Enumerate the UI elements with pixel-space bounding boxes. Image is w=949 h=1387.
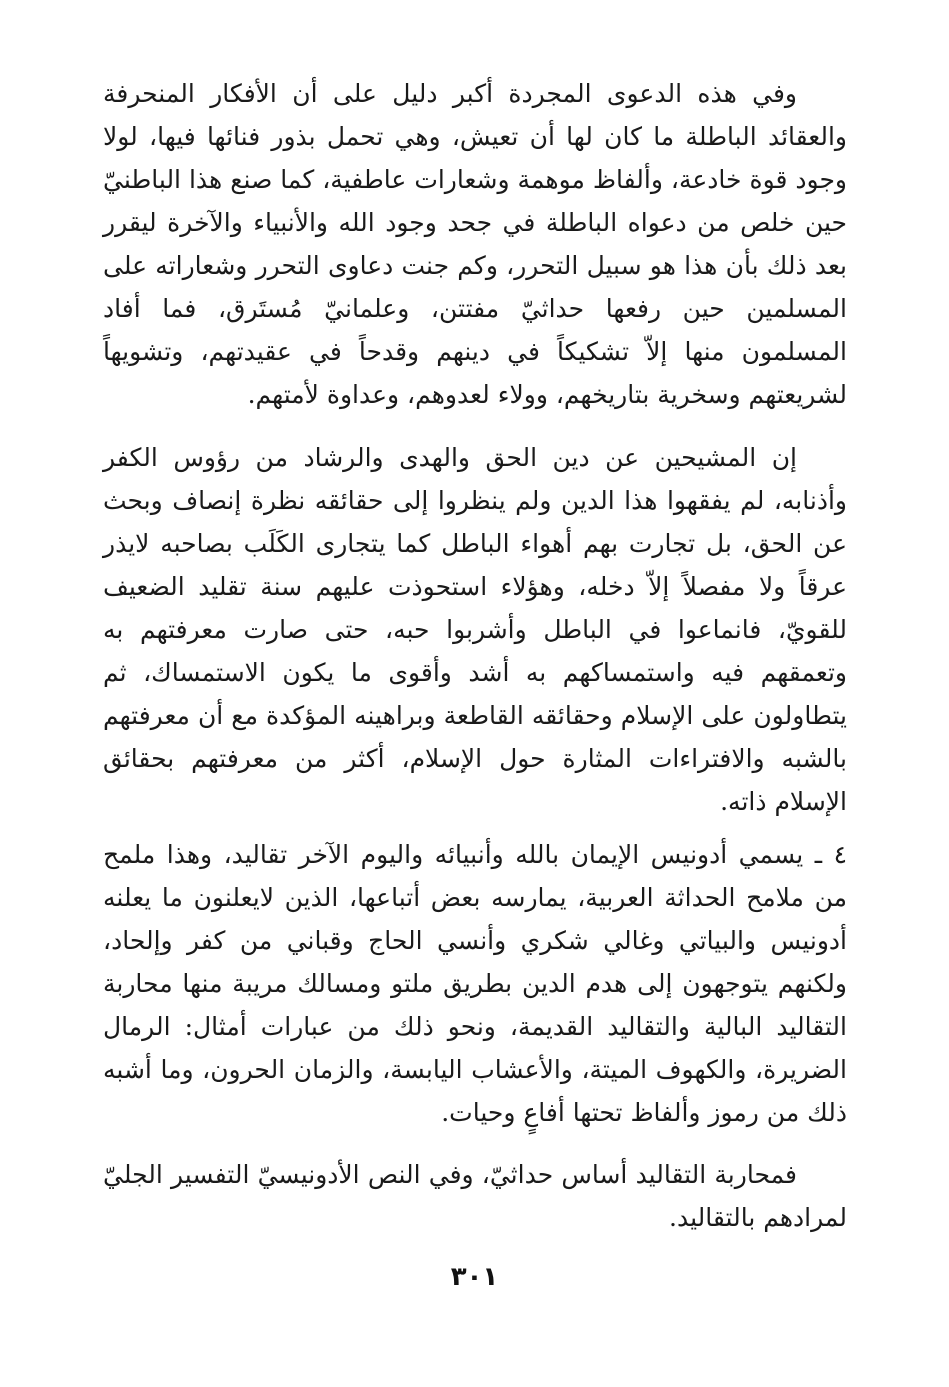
paragraph-3: ٤ ـ يسمي أدونيس الإيمان بالله وأنبيائه واليوم الآخر تقاليد، وهذا ملمح من ملامح الحداثة العربية، يمارسه بعض أتباعها، الذين لايعلنون ما يعلنه أدونيس والبياتي وغالي شكري وأنسي الحاج وقباني من كفر وإلحاد، ولكنهم يتوجهون إلى هدم الدين بطريق ملتو ومسالك مريبة منها محاربة التقاليد البالية والتقاليد القديمة، ونحو ذلك من عبارات أمثال: الرمال الضريرة، والكهوف الميتة، والأعشاب اليابسة، والزمان الحرون، وما أشبه ذلك من رموز وألفاظ تحتها أفاعٍ وحيات. [103, 840, 847, 1127]
page-number: ٣٠١ [450, 1262, 499, 1292]
paragraph-4: فمحاربة التقاليد أساس حداثيّ، وفي النص الأدونيسيّ التفسير الجليّ لمرادهم بالتقاليد. [103, 1160, 847, 1232]
paragraph-2: إن المشيحين عن دين الحق والهدى والرشاد من رؤوس الكفر وأذنابه، لم يفقهوا هذا الدين ولم ينظروا إلى حقائقه نظرة إنصاف وبحث عن الحق، بل تجارت بهم أهواء الباطل كما يتجارى الكَلَب بصاحبه لايذر عرقاً ولا مفصلاً إلاّ دخله، وهؤلاء استحوذت عليهم سنة تقليد الضعيف للقويّ، فانماعوا في الباطل وأشربوا حبه، حتى صارت معرفتهم به وتعمقهم فيه واستمساكهم به أشد وأقوى ما يكون الاستمساك، ثم يتطاولون على الإسلام وحقائقه القاطعة وبراهينه المؤكدة مع أن معرفتهم بالشبه والافتراءات المثارة حول الإسلام، أكثر من معرفتهم بحقائق الإسلام ذاته. [103, 443, 847, 816]
paragraph-1: وفي هذه الدعوى المجردة أكبر دليل على أن الأفكار المنحرفة والعقائد الباطلة ما كان لها أن تعيش، وهي تحمل بذور فنائها فيها، لولا وجود قوة خادعة، وألفاظ موهمة وشعارات عاطفية، كما صنع هذا الباطنيّ حين خلص من دعواه الباطلة في جحد وجود الله والأنبياء والآخرة ليقرر بعد ذلك بأن هذا هو سبيل التحرر، وكم جنت دعاوى التحرر وشعاراته على المسلمين حين رفعها حداثيّ مفتتن، وعلمانيّ مُستَرق، فما أفاد المسلمون منها إلاّ تشكيكاً في دينهم وقدحاً في عقيدتهم، وتشويهاً لشريعتهم وسخرية بتاريخهم، وولاء لعدوهم، وعداوة لأمتهم. [103, 79, 847, 409]
